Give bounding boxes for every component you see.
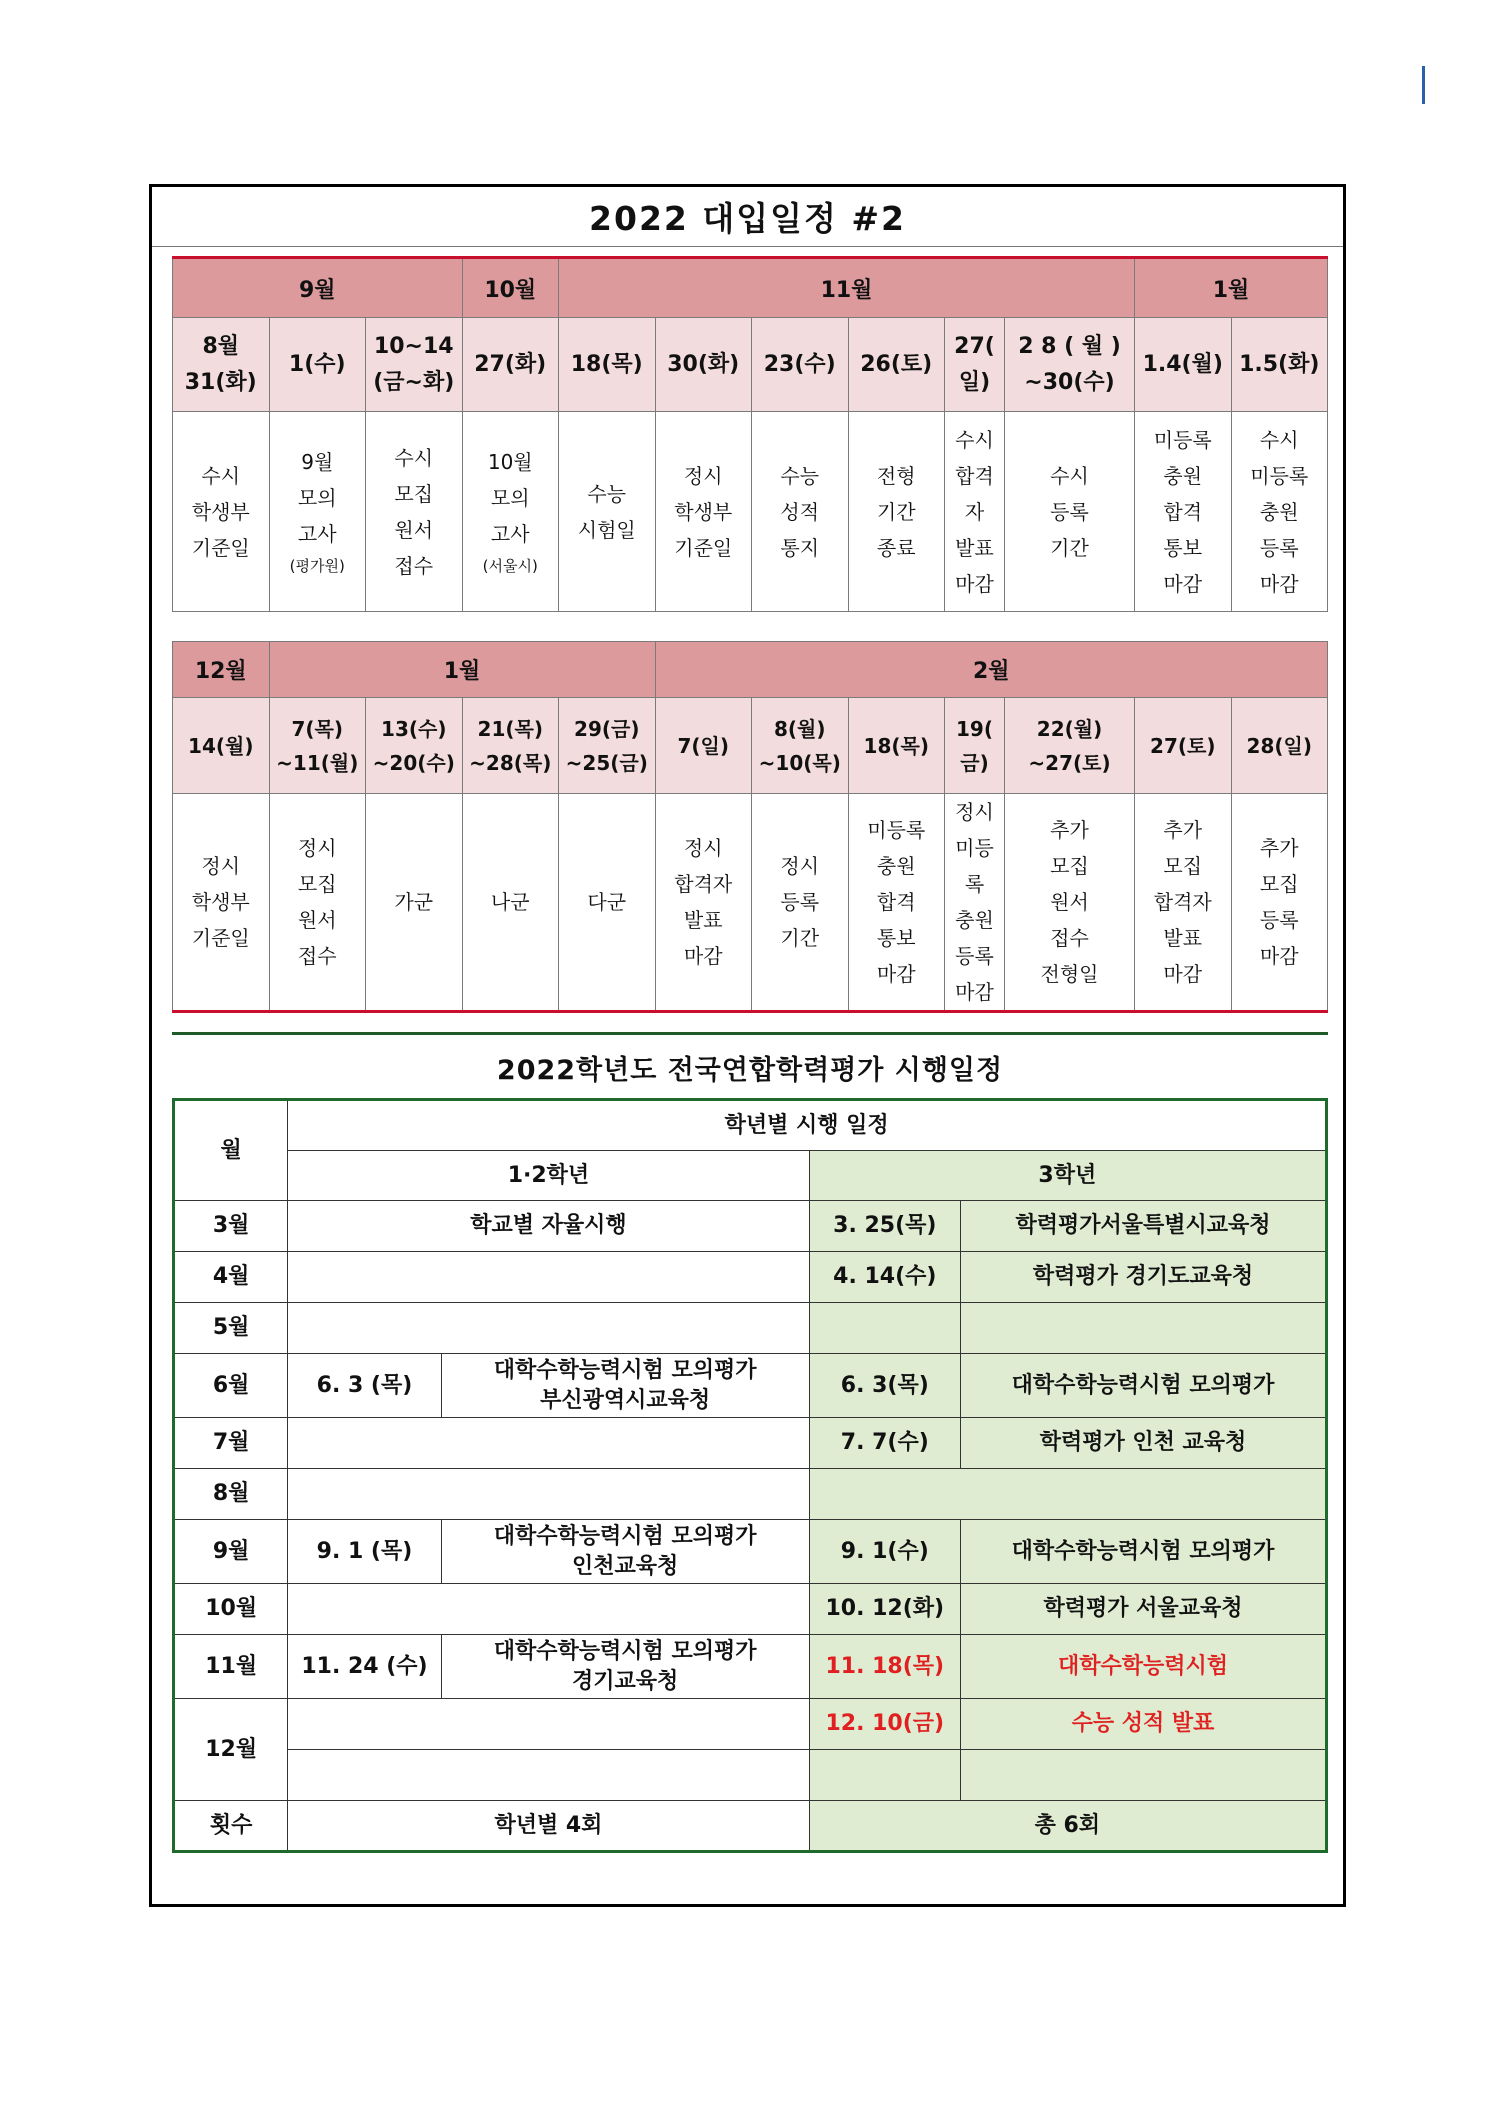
- event-cell: [366, 412, 463, 612]
- admission-schedule-table-1: [172, 256, 1328, 612]
- page-title: 2022 대입일정 #2: [152, 187, 1343, 247]
- row-12-extra: [174, 1750, 1327, 1801]
- event-line: 모집: [1050, 854, 1089, 878]
- event-line: 마감: [955, 980, 994, 1004]
- grade12-date: 11. 24 (수): [288, 1635, 441, 1699]
- date-cell: [1135, 318, 1232, 412]
- date-line: 18(목): [570, 351, 643, 377]
- date-cell: [559, 318, 656, 412]
- event-line: 합격자: [674, 872, 733, 896]
- date-line: 27(: [954, 333, 995, 359]
- date-line: ~28(목): [469, 750, 552, 775]
- event-cell: [559, 412, 656, 612]
- grade12-cell: [288, 1303, 809, 1354]
- event-line: 원서: [1050, 890, 1089, 914]
- event-line: 정시: [780, 854, 820, 878]
- date-cell: [848, 318, 945, 412]
- date-line: 2 8 ( 월 ): [1018, 333, 1121, 359]
- date-line: ~20(수): [372, 750, 455, 775]
- header-schedule: 학년별 시행 일정: [288, 1100, 1327, 1151]
- date-cell: [848, 698, 945, 794]
- event-line: 원서: [394, 517, 434, 542]
- event-line: 접수: [1050, 926, 1089, 950]
- grade3-date: 6. 3(목): [809, 1354, 960, 1418]
- date-line: 8월: [202, 333, 240, 359]
- event-line: 수능: [780, 463, 820, 488]
- date-line: 29(금): [574, 716, 640, 741]
- event-line: 미등록: [867, 818, 926, 842]
- event-line: 마감: [1163, 962, 1203, 986]
- event-line: 충원: [1163, 463, 1203, 488]
- date-line: 7(일): [677, 733, 730, 758]
- event-line: 발표: [1163, 926, 1203, 950]
- event-line: 모의: [297, 485, 337, 510]
- date-line: ~10(목): [758, 750, 841, 775]
- event-line: 합격: [955, 463, 994, 488]
- row-10: [174, 1584, 1327, 1635]
- date-line: 8(월): [773, 716, 826, 741]
- event-line: 수시: [394, 445, 434, 470]
- grade3-date: [809, 1750, 960, 1801]
- event-line: 마감: [683, 944, 723, 968]
- grade3-date: 10. 12(화): [809, 1584, 960, 1635]
- date-line: ~27(토): [1028, 750, 1111, 775]
- grade3-event: 대학수학능력시험: [960, 1635, 1326, 1699]
- header-grade3: 3학년: [809, 1151, 1326, 1201]
- event-line: 모집: [394, 481, 434, 506]
- grade3-date: 3. 25(목): [809, 1201, 960, 1252]
- row-11: [174, 1635, 1327, 1699]
- date-line: 30(화): [667, 351, 740, 377]
- grade12-cell: [288, 1469, 809, 1520]
- event-line: 고사: [490, 521, 530, 546]
- date-cell: [462, 318, 559, 412]
- date-line: 21(목): [477, 716, 543, 741]
- event-line: 마감: [955, 571, 994, 596]
- date-line: 7(목): [291, 716, 344, 741]
- event-line: 수시: [1259, 427, 1299, 452]
- event-cell: [1135, 794, 1232, 1012]
- date-line: ~25(금): [565, 750, 648, 775]
- event-line: 충원: [955, 908, 994, 932]
- event-line: 충원: [1259, 499, 1299, 524]
- month-cell: 11월: [174, 1635, 288, 1699]
- grade12-event-line: 경기교육청: [572, 1668, 679, 1694]
- event-line: 마감: [1259, 571, 1299, 596]
- month-header: 1월: [269, 642, 655, 698]
- date-line: 10~14: [373, 333, 454, 359]
- event-line: 합격자: [1153, 890, 1212, 914]
- grade12-date: 9. 1 (목): [288, 1520, 441, 1584]
- event-line: 정시: [955, 800, 994, 824]
- date-line: 26(토): [860, 351, 933, 377]
- date-line: 14(월): [188, 733, 254, 758]
- event-line: 미등록: [1250, 463, 1309, 488]
- grade12-event-line: 대학수학능력시험 모의평가: [493, 1357, 757, 1383]
- event-line: 추가: [1050, 818, 1089, 842]
- event-line: 기준일: [191, 535, 250, 560]
- event-cell: [1231, 794, 1328, 1012]
- event-line: 모집: [1259, 872, 1299, 896]
- month-cell: 10월: [174, 1584, 288, 1635]
- event-cell: [366, 794, 463, 1012]
- grade12-event-line: 인천교육청: [572, 1553, 679, 1579]
- event-note: (평가원): [289, 556, 345, 575]
- month-header: 9월: [173, 258, 463, 318]
- event-line: 통보: [876, 926, 916, 950]
- grade3-cell: 총 6회: [809, 1801, 1326, 1852]
- date-cell: [752, 698, 849, 794]
- month-header: 1월: [1135, 258, 1328, 318]
- grade3-date: 4. 14(수): [809, 1252, 960, 1303]
- event-cell: [462, 412, 559, 612]
- grade3-event: 수능 성적 발표: [960, 1699, 1326, 1750]
- grade12-event-line: 부신광역시교육청: [540, 1387, 711, 1413]
- grade12-cell: [288, 1252, 809, 1303]
- event-cell: [1005, 794, 1135, 1012]
- grade3-event: 학력평가 인천 교육청: [960, 1418, 1326, 1469]
- row-3: [174, 1201, 1327, 1252]
- grade3-date: 7. 7(수): [809, 1418, 960, 1469]
- date-cell: [269, 698, 366, 794]
- month-cell: 9월: [174, 1520, 288, 1584]
- date-cell: [1005, 318, 1135, 412]
- event-line: 원서: [297, 908, 337, 932]
- grade12-event: [441, 1520, 809, 1584]
- event-line: 정시: [297, 836, 337, 860]
- event-line: 마감: [1163, 571, 1203, 596]
- event-cell: [752, 412, 849, 612]
- grade3-date: 9. 1(수): [809, 1520, 960, 1584]
- header-grade12: 1·2학년: [288, 1151, 809, 1201]
- admission-schedule-table-2: [172, 641, 1328, 1013]
- row-6: [174, 1354, 1327, 1418]
- date-line: 19(: [956, 716, 993, 741]
- date-cell: [1005, 698, 1135, 794]
- event-line: 고사: [297, 521, 337, 546]
- event-line: 수능: [587, 481, 627, 506]
- date-line: 27(화): [474, 351, 547, 377]
- event-cell: [269, 794, 366, 1012]
- event-line: 충원: [876, 854, 916, 878]
- event-cell: [462, 794, 559, 1012]
- date-cell: [173, 318, 270, 412]
- grade12-date: 6. 3 (목): [288, 1354, 441, 1418]
- date-cell: [366, 318, 463, 412]
- event-line: 수시: [955, 427, 994, 452]
- event-line: 기준일: [191, 926, 250, 950]
- event-line: 시험일: [577, 517, 636, 542]
- row-4: [174, 1252, 1327, 1303]
- grade3-cell: [809, 1469, 1326, 1520]
- event-line: 접수: [297, 944, 337, 968]
- margin-marker: [1422, 66, 1425, 104]
- grade12-cell: 학교별 자율시행: [288, 1201, 809, 1252]
- evaluation-table: [172, 1098, 1328, 1853]
- event-cell: [173, 412, 270, 612]
- event-row: [173, 412, 1328, 612]
- event-line: 기준일: [674, 535, 733, 560]
- event-cell: [945, 412, 1005, 612]
- grade12-cell: 학년별 4회: [288, 1801, 809, 1852]
- month-header: 12월: [173, 642, 270, 698]
- month-header: 2월: [655, 642, 1328, 698]
- grade3-event: 학력평가 경기도교육청: [960, 1252, 1326, 1303]
- event-line: 마감: [876, 962, 916, 986]
- evaluation-title: 2022학년도 전국연합학력평가 시행일정: [496, 1054, 1004, 1086]
- row-8: [174, 1469, 1327, 1520]
- event-line: 발표: [955, 535, 994, 560]
- event-line: 9월: [301, 449, 334, 474]
- grade3-event: 학력평가 서울교육청: [960, 1584, 1326, 1635]
- row-7: [174, 1418, 1327, 1469]
- event-line: 미등: [955, 836, 994, 860]
- event-cell: [655, 794, 752, 1012]
- date-cell: [1231, 698, 1328, 794]
- header-month: 월: [174, 1100, 288, 1201]
- date-cell: [1231, 318, 1328, 412]
- grade3-event: 학력평가서울특별시교육청: [960, 1201, 1326, 1252]
- event-line: 가군: [394, 890, 434, 914]
- event-line: 등록: [1050, 499, 1089, 524]
- event-cell: [848, 794, 945, 1012]
- event-line: 성적: [780, 499, 820, 524]
- event-cell: [173, 794, 270, 1012]
- event-cell: [848, 412, 945, 612]
- grade3-event: [960, 1303, 1326, 1354]
- date-row: [173, 318, 1328, 412]
- event-line: 등록: [780, 890, 820, 914]
- grade12-cell: [288, 1750, 809, 1801]
- row-12: [174, 1699, 1327, 1750]
- section-divider: [172, 1032, 1328, 1035]
- date-cell: [462, 698, 559, 794]
- grade3-date: [809, 1303, 960, 1354]
- event-line: 종료: [876, 535, 916, 560]
- event-line: 미등록: [1153, 427, 1212, 452]
- date-line: 1.4(월): [1142, 351, 1223, 377]
- event-line: 발표: [683, 908, 723, 932]
- date-cell: [559, 698, 656, 794]
- date-line: 일): [958, 369, 991, 395]
- date-cell: [945, 698, 1005, 794]
- event-line: 마감: [1259, 944, 1299, 968]
- date-line: 27(토): [1150, 733, 1216, 758]
- event-line: 록: [964, 872, 985, 896]
- event-line: 기간: [876, 499, 916, 524]
- event-cell: [1135, 412, 1232, 612]
- month-header: 10월: [462, 258, 559, 318]
- event-line: 모집: [297, 872, 337, 896]
- event-cell: [945, 794, 1005, 1012]
- event-line: 자: [964, 499, 985, 524]
- event-line: 다군: [587, 890, 627, 914]
- event-line: 통지: [780, 535, 820, 560]
- month-cell: 4월: [174, 1252, 288, 1303]
- date-line: 13(수): [381, 716, 447, 741]
- month-cell: 7월: [174, 1418, 288, 1469]
- event-cell: [655, 412, 752, 612]
- month-row: [173, 642, 1328, 698]
- grade12-cell: [288, 1699, 809, 1750]
- date-cell: [173, 698, 270, 794]
- schedule-frame: [149, 184, 1346, 1907]
- date-line: (금~화): [373, 369, 455, 395]
- grade3-date: 12. 10(금): [809, 1699, 960, 1750]
- grade12-event-line: 대학수학능력시험 모의평가: [493, 1523, 757, 1549]
- event-line: 모집: [1163, 854, 1203, 878]
- event-cell: [1231, 412, 1328, 612]
- grade3-date: 11. 18(목): [809, 1635, 960, 1699]
- event-line: 전형일: [1040, 962, 1099, 986]
- date-line: 23(수): [763, 351, 836, 377]
- event-line: 나군: [490, 890, 530, 914]
- date-cell: [945, 318, 1005, 412]
- event-line: 전형: [876, 463, 916, 488]
- date-line: 18(목): [863, 733, 929, 758]
- date-cell: [1135, 698, 1232, 794]
- date-cell: [655, 698, 752, 794]
- event-line: 수시: [1050, 463, 1089, 488]
- event-line: 합격: [1163, 499, 1203, 524]
- event-line: 10월: [487, 449, 533, 474]
- month-cell: 6월: [174, 1354, 288, 1418]
- row-count: [174, 1801, 1327, 1852]
- month-row: [173, 258, 1328, 318]
- date-line: 28(일): [1246, 733, 1312, 758]
- event-line: 학생부: [191, 499, 250, 524]
- grade3-event: [960, 1750, 1326, 1801]
- date-line: 22(월): [1036, 716, 1103, 741]
- event-line: 추가: [1259, 836, 1299, 860]
- grade12-event: [441, 1354, 809, 1418]
- event-cell: [1005, 412, 1135, 612]
- date-cell: [752, 318, 849, 412]
- month-cell: 12월: [174, 1699, 288, 1801]
- event-line: 등록: [1259, 908, 1299, 932]
- month-header: 11월: [559, 258, 1135, 318]
- date-line: 31(화): [184, 369, 257, 395]
- event-line: 모의: [490, 485, 530, 510]
- event-note: (서울시): [482, 556, 538, 575]
- event-line: 정시: [683, 836, 723, 860]
- date-line: 1.5(화): [1239, 351, 1320, 377]
- date-line: 1(수): [288, 351, 346, 377]
- date-cell: [655, 318, 752, 412]
- date-line: ~11(월): [276, 750, 359, 775]
- row-5: [174, 1303, 1327, 1354]
- grade12-event: [441, 1635, 809, 1699]
- event-cell: [559, 794, 656, 1012]
- grade3-event: 대학수학능력시험 모의평가: [960, 1354, 1326, 1418]
- month-cell: 8월: [174, 1469, 288, 1520]
- event-line: 합격: [876, 890, 916, 914]
- grade12-cell: [288, 1418, 809, 1469]
- event-line: 학생부: [191, 890, 250, 914]
- date-line: 금): [960, 750, 989, 775]
- grade12-event-line: 대학수학능력시험 모의평가: [493, 1638, 757, 1664]
- event-line: 접수: [394, 553, 434, 578]
- month-cell: 횟수: [174, 1801, 288, 1852]
- date-cell: [366, 698, 463, 794]
- date-line: ~30(수): [1024, 369, 1115, 395]
- grade3-event: 대학수학능력시험 모의평가: [960, 1520, 1326, 1584]
- event-line: 학생부: [674, 499, 733, 524]
- event-line: 추가: [1163, 818, 1203, 842]
- row-9: [174, 1520, 1327, 1584]
- event-line: 기간: [1050, 535, 1089, 560]
- event-line: 정시: [683, 463, 723, 488]
- event-row: [173, 794, 1328, 1012]
- month-cell: 3월: [174, 1201, 288, 1252]
- event-line: 등록: [955, 944, 994, 968]
- event-cell: [752, 794, 849, 1012]
- month-cell: 5월: [174, 1303, 288, 1354]
- event-line: 기간: [780, 926, 820, 950]
- date-row: [173, 698, 1328, 794]
- event-line: 수시: [201, 463, 241, 488]
- grade12-cell: [288, 1584, 809, 1635]
- event-line: 등록: [1259, 535, 1299, 560]
- date-cell: [269, 318, 366, 412]
- event-cell: [269, 412, 366, 612]
- event-line: 통보: [1163, 535, 1203, 560]
- event-line: 정시: [201, 854, 241, 878]
